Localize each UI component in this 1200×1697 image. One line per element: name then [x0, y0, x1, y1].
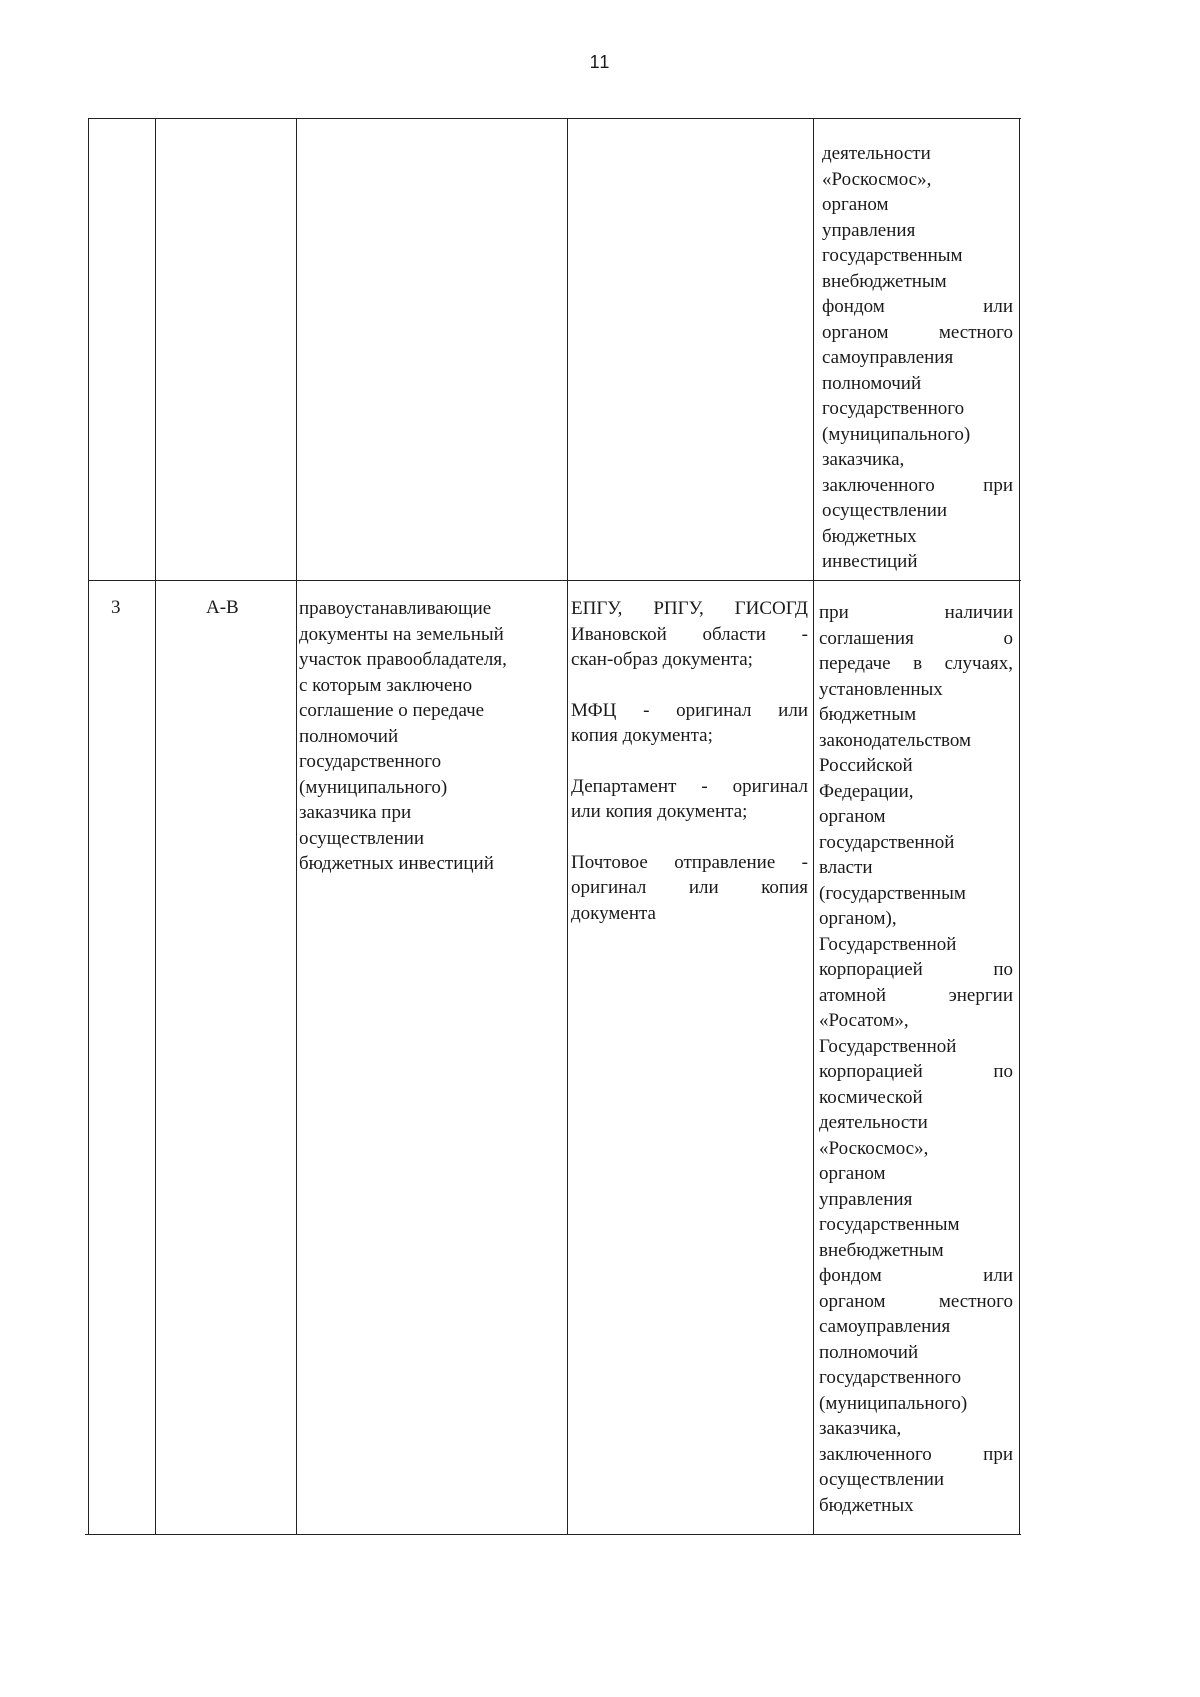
conditions-line: органом),: [819, 908, 897, 929]
cont-conditions-line: самоуправления: [822, 347, 954, 368]
row-divider: [88, 580, 1021, 581]
table-top-border: [88, 118, 1021, 119]
col-border-3: [567, 118, 568, 1535]
submission-method-line: Почтовое отправление -: [571, 851, 808, 873]
col-border-left: [88, 118, 89, 1535]
conditions-line: Государственной: [819, 933, 957, 955]
conditions-line: полномочий: [819, 1341, 919, 1363]
conditions-line: атомной энергии: [819, 984, 1013, 1006]
document-description-line: полномочий: [299, 725, 399, 747]
cont-conditions-line: фондом или: [822, 296, 1013, 317]
col-border-right: [1019, 118, 1020, 1535]
conditions-line: органом местного: [819, 1290, 1013, 1312]
cont-conditions-line: управления: [822, 219, 916, 241]
cont-conditions-line: инвестиций: [822, 551, 918, 572]
conditions-line: государственной: [819, 831, 955, 853]
document-description-line: заказчика при: [299, 802, 412, 823]
document-description-line: участок правообладателя,: [299, 649, 507, 670]
document-description-line: правоустанавливающие: [299, 598, 492, 619]
conditions-line: Российской: [819, 755, 913, 776]
submission-method-line: МФЦ - оригинал или: [571, 699, 808, 721]
submission-method-line: скан-образ документа;: [571, 649, 753, 670]
submission-method-line: ЕПГУ, РПГУ, ГИСОГД: [571, 598, 808, 619]
cont-conditions-line: государственным: [822, 245, 963, 266]
conditions-line: самоуправления: [819, 1316, 951, 1337]
conditions-line: бюджетных: [819, 1494, 914, 1516]
submission-method-line: оригинал или копия: [571, 877, 808, 898]
cont-conditions-line: полномочий: [822, 372, 922, 394]
conditions-line: фондом или: [819, 1265, 1013, 1286]
conditions-line: органом: [819, 806, 886, 827]
submission-method-line: копия документа;: [571, 725, 713, 746]
document-description-line: документы на земельный: [299, 623, 504, 645]
conditions-line: органом: [819, 1163, 886, 1184]
cont-conditions-line: осуществлении: [822, 500, 948, 521]
conditions-line: корпорацией по: [819, 959, 1013, 980]
row-code-cell: А-В: [206, 597, 239, 618]
table-bottom-border: [85, 1534, 1021, 1535]
block-spacer: [571, 673, 808, 698]
conditions-line: установленных: [819, 678, 943, 700]
cont-conditions-line: заказчика,: [822, 449, 905, 470]
conditions-line: заключенного при: [819, 1443, 1013, 1465]
col-border-4: [813, 118, 814, 1535]
conditions-line: «Роскосмос»,: [819, 1137, 929, 1159]
block-spacer: [571, 825, 808, 850]
submission-method-block: [571, 774, 808, 825]
conditions-line: государственным: [819, 1214, 960, 1235]
submission-method-block: [571, 850, 808, 927]
submission-method-line: Департамент - оригинал: [571, 775, 808, 797]
submission-method-block: [571, 596, 808, 673]
conditions-line: заказчика,: [819, 1418, 902, 1439]
cont-conditions-line: деятельности: [822, 143, 931, 164]
conditions-line: космической: [819, 1086, 923, 1108]
conditions-line: законодательством: [819, 729, 972, 751]
cont-conditions-line: органом: [822, 194, 889, 215]
document-description-line: бюджетных инвестиций: [299, 853, 494, 874]
conditions-line: (муниципального): [819, 1392, 968, 1414]
cont-conditions-line: «Роскосмос»,: [822, 168, 932, 190]
submission-method-block: [571, 698, 808, 749]
submission-methods-cell: [571, 596, 808, 926]
conditions-line: при наличии: [819, 602, 1013, 623]
document-description-line: осуществлении: [299, 827, 425, 849]
conditions-line: бюджетным: [819, 704, 917, 725]
conditions-line: «Росатом»,: [819, 1010, 909, 1031]
submission-method-line: Ивановской области -: [571, 623, 808, 645]
row-number-cell: 3: [111, 597, 121, 618]
document-description-cell: [299, 596, 561, 877]
col-border-2: [296, 118, 297, 1535]
submission-method-line: или копия документа;: [571, 801, 748, 822]
conditions-line: деятельности: [819, 1112, 928, 1133]
cont-row-conditions-cell: [822, 141, 1013, 575]
conditions-line: соглашения о: [819, 627, 1013, 649]
block-spacer: [571, 749, 808, 774]
conditions-line: передаче в случаях,: [819, 653, 1013, 674]
cont-conditions-line: заключенного при: [822, 474, 1013, 496]
conditions-line: корпорацией по: [819, 1061, 1013, 1082]
conditions-line: управления: [819, 1188, 913, 1210]
document-description-line: (муниципального): [299, 776, 448, 798]
document-description-line: с которым заключено: [299, 674, 473, 696]
conditions-line: внебюджетным: [819, 1239, 944, 1261]
cont-conditions-line: органом местного: [822, 321, 1013, 343]
cont-conditions-line: бюджетных: [822, 525, 917, 547]
document-description-line: соглашение о передаче: [299, 700, 485, 721]
cont-conditions-line: государственного: [822, 398, 965, 419]
col-border-1: [155, 118, 156, 1535]
conditions-cell: [819, 600, 1013, 1518]
conditions-line: осуществлении: [819, 1469, 945, 1490]
conditions-line: Государственной: [819, 1035, 957, 1057]
document-description-line: государственного: [299, 751, 442, 772]
conditions-line: (государственным: [819, 882, 966, 904]
conditions-line: власти: [819, 857, 873, 878]
cont-conditions-line: (муниципального): [822, 423, 971, 445]
submission-method-line: документа: [571, 902, 656, 924]
page-number: 11: [589, 52, 611, 72]
conditions-line: государственного: [819, 1367, 962, 1388]
conditions-line: Федерации,: [819, 780, 914, 802]
cont-conditions-line: внебюджетным: [822, 270, 947, 292]
